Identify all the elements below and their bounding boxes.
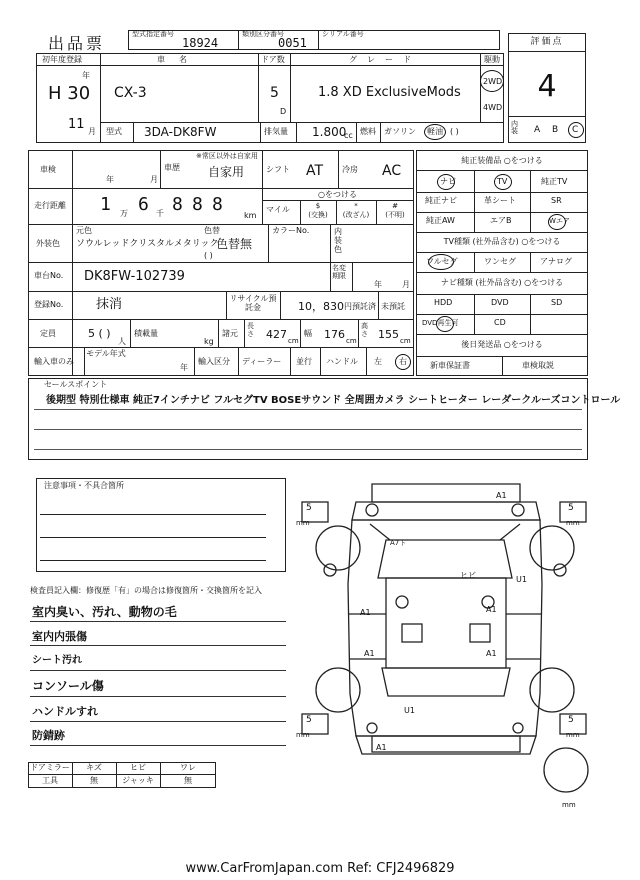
mileage-digit-2: 6	[138, 194, 149, 215]
interior-grade-a: A	[534, 125, 541, 135]
meter-label: マイル	[266, 205, 290, 214]
first-reg-era: H 30	[48, 83, 91, 104]
equipment-title: 純正装備品 ○をつける	[461, 156, 543, 165]
model-designation-value: 18924	[182, 36, 219, 50]
recycle-unpaid: 未預託	[381, 302, 405, 311]
legend-header-4: ワレ	[180, 763, 196, 772]
import-label: 輸入車のみ	[34, 357, 74, 366]
fuel-paren: ( )	[450, 127, 459, 136]
handle-left: 左	[374, 357, 382, 366]
color-no-value: 色替無	[216, 237, 253, 251]
tread-value-rl: 5	[306, 715, 312, 725]
category-label: 類別区分番号	[242, 30, 284, 38]
fuel-gasoline: ガソリン	[384, 127, 416, 136]
inspector-label: 検査員記入欄：修復歴「有」の場合は修復箇所・交換箇所を記入	[30, 586, 262, 595]
mileage-digit-3: 8	[172, 194, 183, 215]
mileage-label: 走行距離	[34, 201, 66, 210]
model-designation-label: 型式指定番号	[132, 30, 174, 38]
legend-header-2: キズ	[86, 763, 102, 772]
equip-factory-tv: 純正TV	[541, 177, 568, 186]
name-change-label: 名変期限	[332, 264, 346, 280]
ac-value: AC	[382, 163, 402, 179]
recycle-value: 10，830	[298, 300, 344, 313]
legend-cell-2: 無	[90, 776, 98, 785]
damage-mark-front-bumper: A1	[496, 491, 507, 500]
height-value: 155	[378, 328, 399, 341]
sales-point-label: セールスポイント	[44, 380, 108, 389]
mileage-digit-1: 1	[100, 194, 111, 215]
interior-label: 内装	[511, 120, 518, 135]
equip-tv: TV	[497, 177, 508, 186]
car-name-label: 車名	[157, 55, 201, 64]
first-reg-label: 初年度登録	[42, 55, 82, 64]
capacity-label: 定員	[40, 329, 56, 338]
note-line-6: 防錆跡	[32, 729, 65, 742]
color-value: ソウルレッドクリスタルメタリック	[76, 239, 219, 249]
width-label: 幅	[304, 329, 312, 338]
legend-header-1: ドアミラー	[30, 763, 70, 772]
navi-sd: SD	[551, 298, 563, 307]
tread-unit-rl: mm	[296, 731, 310, 739]
wheel-front-right	[530, 526, 574, 570]
registration-value: 抹消	[96, 297, 123, 312]
equip-airbag: エアB	[490, 216, 512, 225]
history-value: 自家用	[208, 165, 245, 179]
dealer-label: ディーラー	[242, 357, 282, 366]
later-manual: 車検取説	[522, 361, 554, 370]
legend-cell-1: 工具	[42, 776, 58, 785]
note-line-3: シート汚れ	[32, 655, 82, 666]
tread-unit-fr: mm	[566, 519, 580, 527]
mileage-digit-4: 8	[192, 194, 203, 215]
tv-type-title: TV種類 (社外品含む) ○をつける	[443, 237, 561, 246]
import-type-label: 輸入区分	[198, 357, 230, 366]
damage-mark-right-door: A1	[486, 605, 497, 614]
wheel-front-left	[316, 526, 360, 570]
later-title: 後日発送品 ○をつける	[461, 340, 543, 349]
fuel-diesel: 軽油	[427, 127, 443, 136]
footer-watermark: www.CarFromJapan.com Ref: CFJ2496829	[185, 861, 455, 876]
handle-label: ハンドル	[326, 357, 358, 366]
interior-grade-b: B	[552, 125, 559, 135]
tread-unit-fl: mm	[296, 519, 310, 527]
navi-dvd: DVD	[491, 298, 509, 307]
shift-label: シフト	[266, 165, 290, 174]
shaken-year: 年	[106, 175, 114, 184]
tread-unit-rr: mm	[566, 731, 580, 739]
body-outline	[348, 520, 542, 736]
note-line-4: コンソール傷	[32, 679, 104, 693]
model-year-unit: 年	[180, 363, 188, 372]
orig-color-label: 元色	[76, 226, 92, 235]
tread-value-rr: 5	[568, 715, 574, 725]
color-label: 外装色	[36, 239, 60, 248]
damage-mark-left-door: A1	[360, 608, 371, 617]
height-unit: cm	[400, 337, 411, 345]
tread-value-fl: 5	[306, 503, 312, 513]
recycle-paid: 円預託済	[344, 302, 376, 311]
navi-cd: CD	[494, 318, 506, 327]
drive-2wd: 2WD	[483, 77, 503, 86]
legend-header-3: ヒビ	[130, 763, 146, 772]
notes-label: 注意事項・不具合箇所	[44, 481, 124, 490]
load-unit: kg	[204, 337, 214, 346]
navi-type-title: ナビ種類 (社外品含む) ○をつける	[440, 278, 564, 287]
category-value: 0051	[278, 36, 307, 50]
first-reg-month: 11	[68, 117, 85, 132]
equip-wairbag: Wエア	[549, 217, 570, 225]
tv-oneseg: ワンセグ	[484, 257, 516, 266]
mileage-sen: 千	[156, 209, 164, 218]
legend-cell-3: ジャッキ	[122, 776, 154, 785]
evaluation-label: 評価点	[530, 37, 564, 47]
shift-value: AT	[306, 163, 324, 179]
navi-hdd: HDD	[434, 298, 453, 307]
first-reg-month-unit: 月	[88, 127, 96, 136]
damage-mark-windshield: A7ト	[390, 539, 407, 547]
handle-right: 右	[399, 357, 407, 366]
length-label: 長さ	[247, 322, 254, 338]
chassis-label: 車台No.	[34, 271, 64, 280]
capacity-unit: 人	[118, 337, 126, 346]
doors-value: 5	[270, 85, 279, 101]
note-line-5: ハンドルすれ	[32, 705, 98, 718]
capacity-value: 5 ( )	[88, 327, 111, 340]
mileage-digit-5: 8	[212, 194, 223, 215]
serial-label: シリアル番号	[322, 30, 364, 38]
model-code-value: 3DA-DK8FW	[144, 125, 217, 139]
name-change-year: 年	[374, 280, 382, 289]
equip-factory-aw: 純正AW	[426, 216, 455, 225]
meter-unknown: # (不明)	[385, 202, 405, 220]
history-note: ※常区以外は自家用	[196, 152, 258, 160]
tv-fullseg: フルセグ	[426, 257, 458, 266]
load-label: 積載量	[134, 329, 158, 338]
damage-mark-rear-panel: U1	[404, 706, 415, 715]
damage-mark-right-fender: U1	[516, 575, 527, 584]
damage-mark-rear-bumper: A1	[376, 743, 387, 752]
note-line-2: 室内内張傷	[32, 630, 87, 643]
spare-wheel	[544, 748, 588, 792]
later-warranty: 新車保証書	[430, 361, 470, 370]
displacement-unit: cc	[344, 131, 353, 140]
interior-color-label: 内装色	[334, 227, 342, 254]
tv-analog: アナログ	[540, 257, 572, 266]
meter-circle-note: ○をつける	[318, 190, 357, 199]
doors-label: ドア数	[261, 55, 285, 64]
height-label: 高さ	[361, 322, 368, 338]
grade-value: 1.8 XD ExclusiveMods	[318, 85, 461, 100]
mileage-man: 万	[120, 209, 128, 218]
shaken-label: 車検	[40, 165, 56, 174]
ac-label: 冷房	[342, 165, 358, 174]
name-change-month: 月	[402, 280, 410, 289]
note-line-1: 室内臭い、汚れ、動物の毛	[32, 605, 177, 619]
form-title: 出品票	[48, 34, 106, 53]
recycle-label: リサイクル預託金	[229, 294, 277, 312]
width-unit: cm	[346, 337, 357, 345]
legend-cell-4: 無	[184, 776, 192, 785]
sales-point-text: 後期型 特別仕様車 純正7インチナビ フルセグTV BOSEサウンド 全周囲カメラ シートヒーター レーダークルーズコントロール	[46, 395, 621, 406]
damage-mark-right-rear: A1	[486, 649, 497, 658]
drive-4wd: 4WD	[483, 103, 503, 112]
registration-label: 登録No.	[34, 300, 64, 309]
drive-label: 駆動	[484, 55, 500, 64]
evaluation-score: 4	[537, 69, 557, 104]
meter-exchanged: $ (交換)	[308, 202, 328, 220]
parallel-label: 並行	[296, 357, 312, 366]
history-label: 車歴	[164, 163, 180, 172]
damage-mark-left-rear: A1	[364, 649, 375, 658]
displacement-value: 1.800	[312, 125, 347, 139]
grade-label: グレード	[349, 55, 421, 64]
model-year-label: モデル年式	[86, 349, 126, 358]
wheel-rear-right	[530, 668, 574, 712]
tread-value-fr: 5	[568, 503, 574, 513]
width-value: 176	[324, 328, 345, 341]
equip-factory-navi: 純正ナビ	[425, 196, 457, 205]
wheel-rear-left	[316, 668, 360, 712]
sales-point-box	[28, 378, 588, 460]
dims-label: 諸元	[222, 329, 238, 338]
chassis-value: DK8FW-102739	[84, 269, 185, 284]
shaken-month: 月	[150, 175, 158, 184]
navi-dvdplay: DVD再生可	[422, 319, 459, 327]
length-unit: cm	[288, 337, 299, 345]
doors-sub: D	[280, 107, 287, 116]
length-value: 427	[266, 328, 287, 341]
color-code-label: カラーNo.	[272, 226, 310, 235]
model-code-label: 型式	[106, 127, 122, 136]
equip-navi: ナビ	[440, 177, 456, 186]
car-name-value: CX-3	[114, 85, 147, 101]
fuel-label: 燃料	[360, 127, 376, 136]
notes-box	[36, 478, 286, 572]
first-reg-year-unit: 年	[82, 71, 90, 80]
interior-grade-c: C	[572, 125, 579, 135]
mileage-unit: km	[244, 211, 257, 220]
rear-glass	[382, 668, 510, 696]
car-damage-diagram	[290, 474, 600, 810]
color-no-label: 色替	[204, 226, 220, 235]
damage-mark-crack: ヒビ	[460, 571, 476, 580]
equip-leather: 革シート	[484, 196, 516, 205]
color-paren: ( )	[204, 251, 213, 260]
tread-unit-spare: mm	[562, 801, 576, 809]
equip-sunroof: SR	[551, 196, 562, 205]
displacement-label: 排気量	[264, 127, 288, 136]
meter-tampered: * (改ざん)	[342, 202, 370, 220]
